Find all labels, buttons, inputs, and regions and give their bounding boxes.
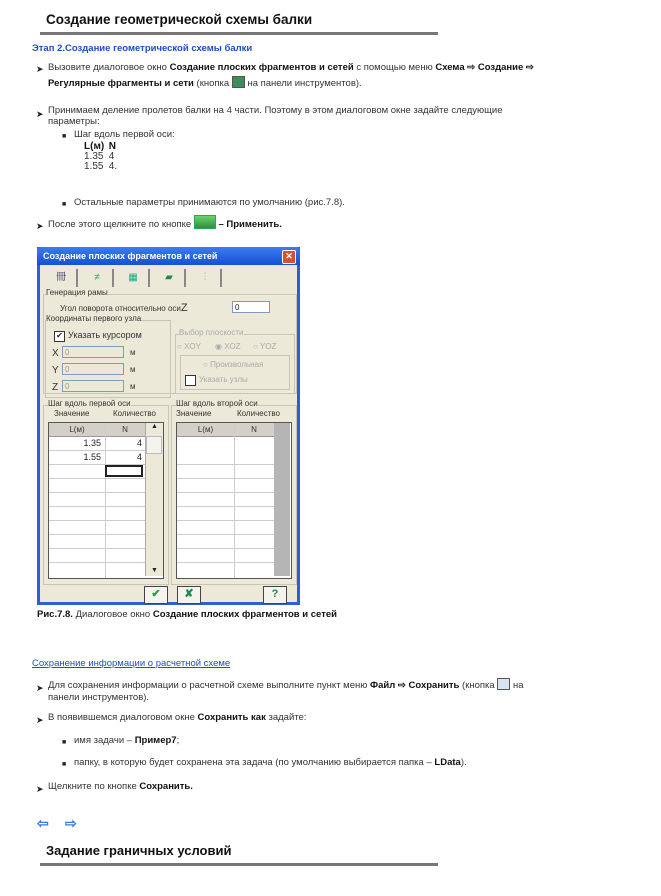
regular-fragments-icon [232, 76, 245, 88]
apply-button[interactable]: ✔ [144, 586, 168, 604]
z-label: Z [52, 382, 59, 393]
text: (кнопка [193, 78, 232, 89]
scroll-down-icon[interactable]: ▼ [151, 567, 158, 574]
table-header: N [108, 141, 117, 152]
text: ). [460, 757, 467, 768]
group-label: Выбор плоскости [179, 328, 244, 337]
text: Диалоговое окно [72, 609, 153, 620]
bold-text: Создание плоских фрагментов и сетей [152, 609, 337, 620]
grid-header: N [234, 423, 274, 437]
grid-row[interactable] [49, 479, 145, 493]
table-cell: 1.35 [84, 151, 104, 162]
dialog-title: Создание плоских фрагментов и сетей [43, 251, 218, 261]
unit-label: м [130, 348, 136, 357]
y-input[interactable]: 0 [62, 363, 124, 375]
scroll-up-icon[interactable]: ▲ [151, 423, 158, 430]
square-bullet-icon: ■ [62, 133, 67, 140]
grid-row[interactable] [49, 507, 145, 521]
apply-icon [194, 215, 216, 229]
checkbox-label: Указать курсором [68, 330, 142, 340]
grid-row[interactable] [177, 451, 274, 465]
grid-row[interactable] [177, 507, 274, 521]
tab-grid-line[interactable] [82, 269, 114, 287]
bold-text: Пример7 [134, 735, 177, 746]
text: Угол поворота относительно оси [60, 304, 181, 313]
text: Вызовите диалоговое окно [48, 62, 170, 73]
text: ; [176, 735, 180, 746]
step-2-text [48, 105, 648, 127]
bold-text: – Применить. [218, 219, 282, 230]
step-3-text [48, 215, 282, 233]
radio-arbitrary[interactable]: ○ Произвольная [203, 360, 264, 369]
text: на [510, 680, 524, 691]
group-label: Шаг вдоль второй оси [176, 399, 258, 408]
tab-grid[interactable] [118, 269, 150, 287]
text: Принимаем деление пролетов балки на 4 части. Поэтому в этом диалоговом окне задайте следующие [48, 105, 503, 116]
next-arrow-icon[interactable]: ⇨ [65, 815, 77, 831]
column-label: Значение [54, 409, 90, 418]
z-input[interactable]: 0 [62, 380, 124, 392]
text: В появившемся диалоговом окне [48, 712, 198, 723]
axis1-grid[interactable] [48, 422, 164, 579]
text: папку, в которую будет сохранена эта задача (по умолчанию выбирается папка – [74, 757, 435, 768]
angle-input[interactable]: 0 [232, 301, 270, 313]
bold-text: Регулярные фрагменты и сети [48, 78, 194, 89]
tab-frame[interactable] [46, 269, 78, 287]
group-label: Шаг вдоль первой оси [48, 399, 131, 408]
axis2-grid[interactable] [176, 422, 292, 579]
text: параметры: [48, 116, 100, 127]
text: на панели инструментов). [244, 78, 362, 89]
column-label: Значение [176, 409, 212, 418]
text: задайте: [265, 712, 307, 723]
square-bullet-icon: ■ [62, 761, 67, 768]
grid-row[interactable] [177, 479, 274, 493]
grid-row[interactable] [49, 493, 145, 507]
step-table [84, 142, 131, 172]
grid-row[interactable] [177, 549, 274, 563]
table-cell: 1.55 [84, 161, 104, 172]
radio-yoz[interactable]: ○ YOZ [253, 342, 277, 351]
grid-cell[interactable]: 4 [136, 452, 142, 462]
plate-icon: ▰ [165, 272, 173, 283]
column-label: Количество [237, 409, 280, 418]
square-bullet-icon: ■ [62, 739, 67, 746]
save-info-link[interactable]: Сохранение информации о расчетной схеме [32, 658, 231, 669]
arrow-bullet-icon: ➤ [36, 64, 44, 74]
close-icon[interactable]: ✕ [282, 250, 296, 264]
arrow-bullet-icon: ➤ [36, 109, 44, 119]
grid-row[interactable] [49, 451, 145, 465]
angle-label [60, 302, 188, 314]
scroll-thumb[interactable] [146, 436, 162, 454]
grid-row[interactable] [49, 465, 145, 479]
cursor-checkbox[interactable]: ✔ [54, 331, 65, 342]
save-step-2 [48, 710, 306, 726]
square-bullet-icon: ■ [62, 201, 67, 208]
radio-label: XOZ [224, 342, 241, 351]
grid-row[interactable] [49, 521, 145, 535]
save-step-1 [48, 678, 658, 704]
grid-row[interactable] [49, 549, 145, 563]
arrow-bullet-icon: ➤ [36, 715, 44, 725]
grid-line-icon: ≠ [94, 272, 100, 283]
group-label: Генерация рамы [46, 288, 108, 297]
arrow-bullet-icon: ➤ [36, 221, 44, 231]
nodes-checkbox[interactable] [185, 375, 196, 386]
text: Щелкните по кнопке [48, 781, 140, 792]
text: Для сохранения информации о расчетной схеме выполните пункт меню [48, 680, 371, 691]
grid-row[interactable] [177, 521, 274, 535]
group-label: Координаты первого узла [46, 314, 142, 323]
save-icon [497, 678, 510, 690]
scrollbar[interactable] [145, 423, 163, 576]
grid-cell[interactable]: 1.55 [83, 452, 101, 462]
bold-text: Схема ⇨ Создание ⇨ [435, 62, 534, 73]
radio-xoy[interactable]: ○ XOY [177, 342, 201, 351]
scrollbar-disabled [274, 423, 290, 576]
unit-label: м [130, 365, 136, 374]
grid-header: L(м) [49, 423, 105, 437]
cancel-button[interactable]: ✘ [177, 586, 201, 604]
text: После этого щелкните по кнопке [48, 219, 194, 230]
radio-label: YOZ [259, 342, 277, 351]
radio-label: Произвольная [210, 360, 264, 369]
radio-xoz[interactable]: ◉ XOZ [215, 342, 241, 351]
x-input[interactable]: 0 [62, 346, 124, 358]
bullet-text: Остальные параметры принимаются по умолчанию (рис.7.8). [74, 197, 345, 208]
axis-label: Z [180, 302, 188, 314]
unit-label: м [130, 382, 136, 391]
table-header: L(м) [84, 141, 105, 152]
table-cell: 4 [108, 151, 115, 162]
bold-text: Сохранить как [197, 712, 266, 723]
next-section-title: Задание граничных условий [40, 843, 438, 866]
tab-disabled-grid[interactable] [190, 269, 222, 287]
grid-header: L(м) [177, 423, 234, 437]
dialog-window [37, 247, 300, 605]
column-label: Количество [113, 409, 156, 418]
stage-title: Этап 2.Создание геометрической схемы балки [32, 43, 253, 54]
bold-text: Создание плоских фрагментов и сетей [169, 62, 354, 73]
grid-cell[interactable]: 4 [136, 438, 142, 448]
arrow-bullet-icon: ➤ [36, 784, 44, 794]
bold-text: Файл ⇨ Сохранить [370, 680, 460, 691]
text: с помощью меню [353, 62, 436, 73]
dialog-title-bar [37, 247, 300, 265]
bold-text: Рис.7.8. [37, 609, 73, 620]
grid-cell[interactable]: 1.35 [83, 438, 101, 448]
active-cell[interactable] [105, 465, 143, 477]
save-step-3 [48, 779, 193, 795]
text: панели инструментов). [48, 692, 150, 703]
grid-row[interactable] [177, 493, 274, 507]
y-label: Y [52, 365, 59, 376]
save-bullet-2 [74, 755, 467, 771]
grid-row[interactable] [49, 437, 145, 451]
bold-text: Сохранить. [139, 781, 193, 792]
grid-row[interactable] [177, 535, 274, 549]
page-title: Создание геометрической схемы балки [40, 12, 438, 35]
arrow-bullet-icon: ➤ [36, 683, 44, 693]
grid-row[interactable] [177, 465, 274, 479]
tab-plate[interactable] [154, 269, 186, 287]
step-1-text [48, 60, 648, 92]
save-bullet-1 [74, 733, 179, 749]
text: (кнопка [459, 680, 498, 691]
text: имя задачи – [74, 735, 135, 746]
grid-icon: ▦ [128, 272, 138, 283]
figure-caption [37, 609, 337, 620]
bold-text: LData [434, 757, 461, 768]
prev-arrow-icon[interactable]: ⇦ [37, 815, 49, 831]
frame-icon: 冊 [56, 272, 66, 283]
bullet-text: Шаг вдоль первой оси: [74, 129, 175, 140]
grid-header: N [105, 423, 145, 437]
checkbox-label: Указать узлы [199, 375, 248, 384]
disabled-grid-icon: ⫶ [203, 272, 207, 283]
grid-row[interactable] [49, 535, 145, 549]
help-button[interactable]: ? [263, 586, 287, 604]
radio-label: XOY [184, 342, 201, 351]
table-cell: 4. [108, 161, 118, 172]
x-label: X [52, 348, 59, 359]
